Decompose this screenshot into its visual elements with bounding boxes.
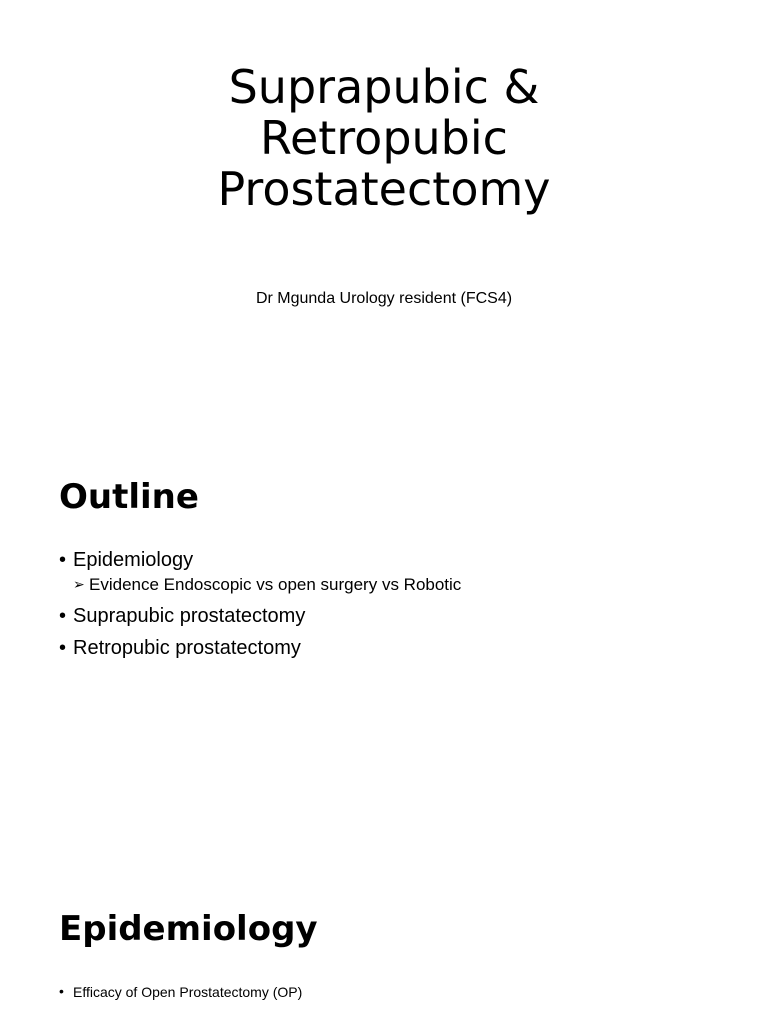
epidemiology-heading: Epidemiology <box>59 909 318 949</box>
title-line: Prostatectomy <box>217 162 551 216</box>
sub-list-item <box>59 574 461 596</box>
sub-list-item-text: Evidence Endoscopic vs open surgery vs Robotic <box>89 575 462 594</box>
list-item-text: Suprapubic prostatectomy <box>73 605 306 627</box>
list-item-text: Efficacy of Open Prostatectomy (OP) <box>73 984 303 1000</box>
title-slide <box>0 0 768 432</box>
title-line: Suprapubic & <box>228 60 540 114</box>
presentation-title <box>0 62 768 215</box>
outline-slide <box>0 432 768 864</box>
bullet-icon: • <box>59 983 64 999</box>
list-item <box>59 604 461 628</box>
presenter-subtitle: Dr Mgunda Urology resident (FCS4) <box>255 290 513 307</box>
bullet-icon: • <box>59 605 67 627</box>
arrow-bullet-icon: ➢ <box>73 577 85 593</box>
outline-heading: Outline <box>59 477 199 517</box>
list-item <box>59 636 461 660</box>
bullet-icon: • <box>59 637 67 659</box>
list-item <box>59 983 302 1001</box>
list-item-text: Epidemiology <box>73 549 194 571</box>
epidemiology-slide <box>0 864 768 1024</box>
bullet-icon: • <box>59 549 67 571</box>
outline-list <box>59 548 461 668</box>
list-item-text: Retropubic prostatectomy <box>73 637 301 659</box>
list-item <box>59 548 461 572</box>
title-line: Retropubic <box>260 111 508 165</box>
